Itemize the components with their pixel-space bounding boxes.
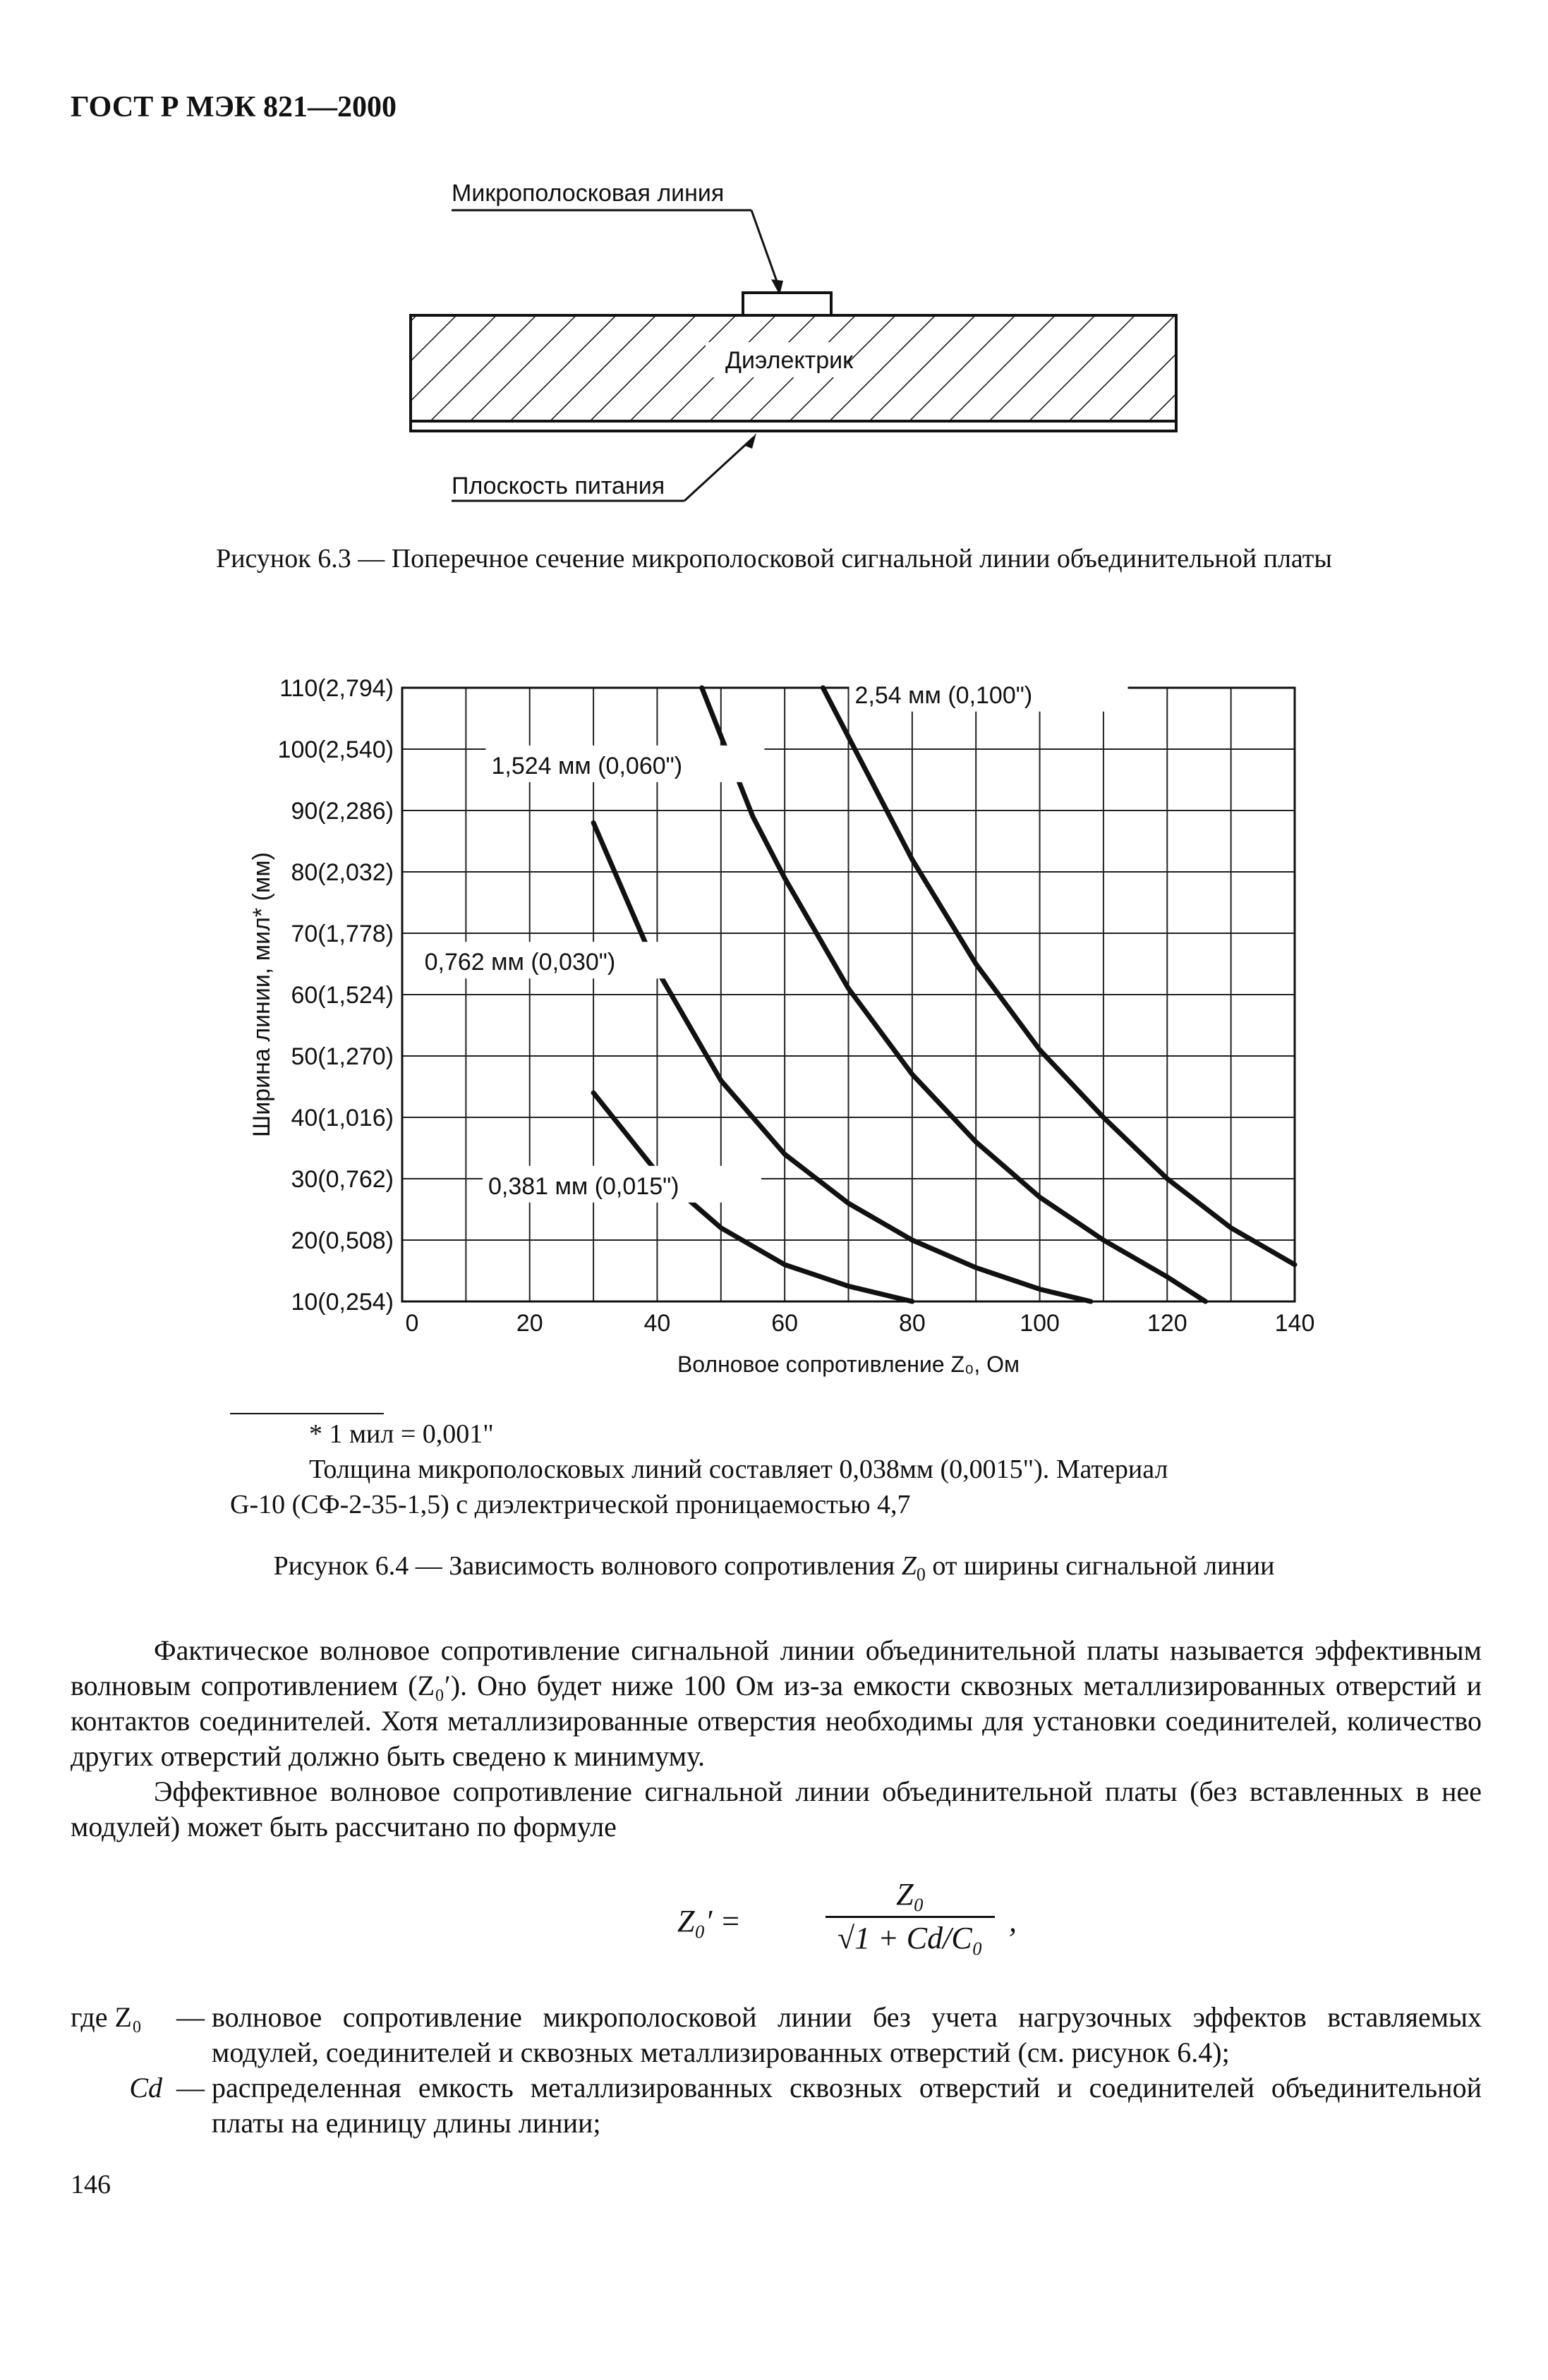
series-label: 1,524 мм (0,060"): [491, 752, 683, 779]
x-tick-label: 80: [898, 1310, 926, 1337]
cross-section-diagram: [395, 176, 1199, 529]
x-tick-label: 100: [1020, 1310, 1060, 1337]
y-tick-label: 110(2,794): [279, 675, 394, 702]
y-tick-label: 30(0,762): [291, 1166, 394, 1193]
footnote-material: G-10 (СФ-2-35-1,5) с диэлектрической проницаемостью 4,7: [230, 1490, 911, 1519]
label-plane: Плоскость питания: [452, 473, 665, 499]
footnote-thickness: Толщина микрополосковых линий составляет 0,038мм (0,0015"). Материал: [309, 1455, 1168, 1484]
formula-numerator: Z₀: [896, 1877, 924, 1912]
y-tick-label: 70(1,778): [291, 921, 394, 947]
formula-fraction-bar: [826, 1916, 995, 1918]
caption-text-post: от ширины сигнальной линии: [925, 1551, 1275, 1581]
page-number: 146: [71, 2170, 111, 2199]
definition-symbol: где Z₀: [71, 2001, 142, 2033]
definition-dash: —: [176, 2001, 205, 2033]
leader-arrow-bottom: [684, 437, 754, 501]
y-tick-label: 90(2,286): [291, 798, 394, 825]
figure-6-3-caption: Рисунок 6.3 — Поперечное сечение микрополосковой сигнальной линии объединительной платы: [216, 544, 1332, 573]
caption-symbol: Z: [901, 1551, 917, 1581]
impedance-chart: [233, 656, 1348, 1397]
y-tick-label: 50(1,270): [291, 1043, 394, 1070]
series-line: [593, 822, 1091, 1301]
y-tick-label: 20(0,508): [291, 1227, 394, 1254]
series-label: 2,54 мм (0,100"): [854, 681, 1033, 709]
series-label: 0,762 мм (0,030"): [424, 949, 616, 976]
y-tick-label: 80(2,032): [291, 859, 394, 886]
x-tick-label: 120: [1147, 1310, 1187, 1337]
definition-text: волновое сопротивление микрополосковой линии без учета нагрузочных эффектов вставляемых модулей, соединителей и сквозных металлизированных отверстий (см. рисунок 6.4);: [212, 2001, 1482, 2068]
formula-lhs: Z₀′ =: [677, 1904, 742, 1938]
caption-subscript: 0: [916, 1564, 926, 1585]
paragraph-1: Фактическое волновое сопротивление сигнальной линии объединительной платы называется эффективным волновым сопротивлением (Z₀′). Оно будет ниже 100 Ом из-за емкости сквозных металлизированных отверстий и контактов соединителей. Хотя металлизированные отверстия необходимы для установки соединителей, количество других отверстий должно быть сведено к минимуму.: [71, 1634, 1482, 1772]
power-plane: [411, 421, 1176, 431]
x-axis-label: Волновое сопротивление Z₀, Ом: [677, 1352, 1020, 1377]
document-header: ГОСТ Р МЭК 821—2000: [71, 91, 397, 123]
y-axis-label: Ширина линии, мил* (мм): [248, 852, 275, 1137]
series-label: 0,381 мм (0,015"): [488, 1172, 679, 1200]
formula-denominator: √1 + Cd/C₀: [837, 1921, 984, 1955]
x-tick-label: 140: [1274, 1310, 1315, 1337]
figure-6-4-caption: [0, 1550, 1548, 1586]
definition-dash: —: [176, 2072, 205, 2103]
label-microstrip: Микрополосковая линия: [452, 180, 725, 207]
y-tick-label: 100(2,540): [277, 736, 394, 763]
y-tick-label: 10(0,254): [291, 1289, 394, 1316]
arrowhead-bottom: [745, 433, 756, 449]
formula-comma: ,: [1009, 1904, 1017, 1938]
definition-symbol: Cd: [129, 2072, 162, 2103]
leader-arrow-top: [751, 210, 780, 289]
definition-row: [71, 2000, 1482, 2070]
footnote-divider: [230, 1413, 384, 1414]
definition-text: распределенная емкость металлизированных сквозных отверстий и соединителей объединительной платы на единицу длины линии;: [212, 2072, 1482, 2139]
paragraph-2: Эффективное волновое сопротивление сигнальной линии объединительной платы (без вставленных в нее модулей) может быть рассчитано по формуле: [71, 1775, 1482, 1842]
x-tick-label: 60: [771, 1310, 799, 1337]
microstrip-line: [743, 293, 831, 315]
x-tick-label: 20: [516, 1310, 543, 1337]
x-tick-label: 40: [643, 1310, 671, 1337]
footnote-mil: * 1 мил = 0,001": [309, 1419, 494, 1449]
caption-text-pre: Рисунок 6.4 — Зависимость волнового сопротивления: [273, 1551, 902, 1581]
y-tick-label: 40(1,016): [291, 1105, 394, 1131]
definition-row: [71, 2070, 1482, 2141]
x-tick-label: 0: [405, 1310, 419, 1337]
y-tick-label: 60(1,524): [291, 982, 394, 1009]
definitions-list: [71, 2000, 1482, 2141]
label-dielectric: Диэлектрик: [725, 347, 853, 374]
